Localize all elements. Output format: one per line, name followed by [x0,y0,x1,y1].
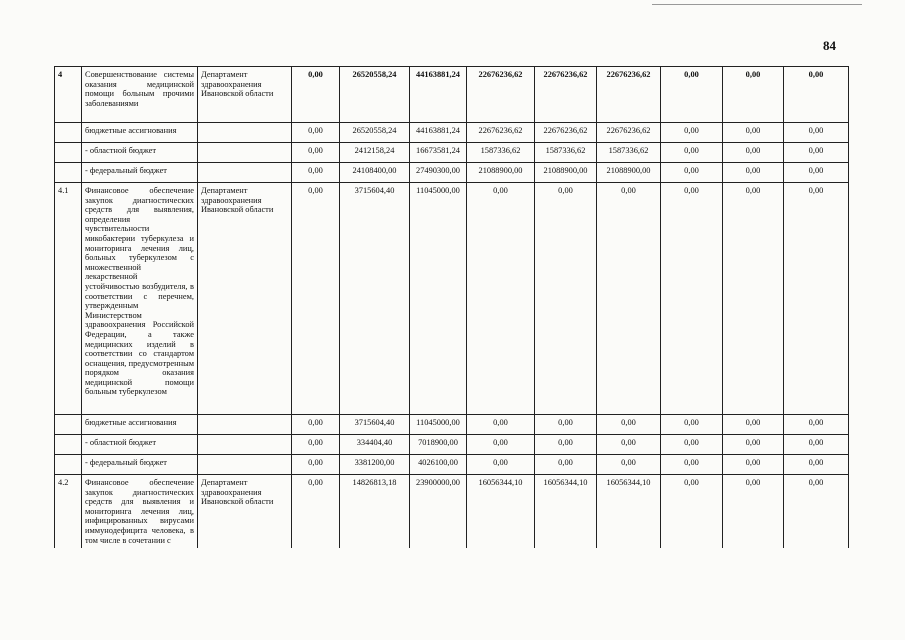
amount-cell: 16056344,10 [597,475,661,549]
amount-cell: 1587336,62 [467,143,535,163]
amount-cell: 0,00 [661,183,723,415]
amount-cell: 4026100,00 [410,455,467,475]
amount-cell: 0,00 [535,435,597,455]
amount-cell: 0,00 [661,435,723,455]
amount-cell: 11045000,00 [410,415,467,435]
amount-cell: 3715604,40 [340,183,410,415]
row-name-cell: Финансовое обеспечение закупок диагностических средств для выявления и мониторинга лечения лиц, инфицированных вирусами иммунодефицита человека, в том числе в сочетании с [82,475,198,549]
amount-cell: 0,00 [784,67,849,123]
amount-cell: 0,00 [597,455,661,475]
amount-cell: 21088900,00 [535,163,597,183]
amount-cell: 0,00 [661,415,723,435]
department-cell [198,123,292,143]
amount-cell: 14826813,18 [340,475,410,549]
row-name-cell: - областной бюджет [82,435,198,455]
amount-cell: 0,00 [661,143,723,163]
amount-cell: 0,00 [535,183,597,415]
amount-cell: 0,00 [723,123,784,143]
row-number-cell: 4.2 [55,475,82,549]
amount-cell: 22676236,62 [535,67,597,123]
amount-cell: 0,00 [784,435,849,455]
amount-cell: 22676236,62 [535,123,597,143]
top-rule [652,4,862,5]
table-row [55,415,849,435]
amount-cell: 21088900,00 [597,163,661,183]
row-name-cell: Финансовое обеспечение закупок диагностических средств для выявления, определения чувствительности микобактерии туберкулеза и мониторинга лечения лиц, больных туберкулезом с множественной лекарственной устойчивостью возбудителя, в соответствии с перечнем, утвержденным Министерством здравоохранения Российской Федерации, а также медицинских изделий в соответствии со стандартом оснащения, предусмотренным порядком оказания медицинской помощи больным туберкулезом [82,183,198,415]
amount-cell: 0,00 [723,455,784,475]
amount-cell: 0,00 [292,183,340,415]
amount-cell: 0,00 [723,183,784,415]
amount-cell: 26520558,24 [340,123,410,143]
amount-cell: 0,00 [292,163,340,183]
table-row [55,163,849,183]
table-row [55,143,849,163]
department-cell [198,415,292,435]
amount-cell: 0,00 [661,123,723,143]
amount-cell: 11045000,00 [410,183,467,415]
amount-cell: 0,00 [292,475,340,549]
amount-cell: 0,00 [784,123,849,143]
amount-cell: 27490300,00 [410,163,467,183]
department-cell [198,143,292,163]
amount-cell: 0,00 [784,415,849,435]
amount-cell: 0,00 [723,163,784,183]
table-row [55,183,849,415]
row-name-cell: Совершенствование системы оказания медицинской помощи больным прочими заболеваниями [82,67,198,123]
department-cell [198,163,292,183]
table-row [55,475,849,549]
amount-cell: 0,00 [292,123,340,143]
amount-cell: 0,00 [784,475,849,549]
amount-cell: 0,00 [535,415,597,435]
amount-cell: 0,00 [723,143,784,163]
row-number-cell [55,455,82,475]
amount-cell: 2412158,24 [340,143,410,163]
amount-cell: 0,00 [292,415,340,435]
amount-cell: 0,00 [292,435,340,455]
amount-cell: 22676236,62 [467,123,535,143]
department-cell: Департамент здравоохранения Ивановской области [198,67,292,123]
table-row [55,67,849,123]
amount-cell: 0,00 [467,435,535,455]
amount-cell: 0,00 [723,415,784,435]
amount-cell: 0,00 [467,415,535,435]
table-row [55,123,849,143]
amount-cell: 0,00 [784,183,849,415]
amount-cell: 3715604,40 [340,415,410,435]
amount-cell: 334404,40 [340,435,410,455]
amount-cell: 0,00 [292,455,340,475]
amount-cell: 23900000,00 [410,475,467,549]
amount-cell: 0,00 [723,435,784,455]
table-body [55,67,849,549]
table-row [55,435,849,455]
amount-cell: 0,00 [661,163,723,183]
amount-cell: 26520558,24 [340,67,410,123]
amount-cell: 0,00 [723,67,784,123]
amount-cell: 0,00 [661,475,723,549]
amount-cell: 16056344,10 [467,475,535,549]
row-number-cell [55,415,82,435]
amount-cell: 21088900,00 [467,163,535,183]
amount-cell: 3381200,00 [340,455,410,475]
amount-cell: 0,00 [723,475,784,549]
row-number-cell [55,163,82,183]
row-number-cell [55,143,82,163]
row-name-cell: - федеральный бюджет [82,455,198,475]
amount-cell: 16673581,24 [410,143,467,163]
amount-cell: 44163881,24 [410,67,467,123]
amount-cell: 0,00 [784,455,849,475]
department-cell [198,435,292,455]
amount-cell: 0,00 [661,67,723,123]
amount-cell: 0,00 [784,143,849,163]
amount-cell: 0,00 [784,163,849,183]
row-name-cell: - областной бюджет [82,143,198,163]
department-cell: Департамент здравоохранения Ивановской области [198,475,292,549]
row-number-cell: 4 [55,67,82,123]
row-number-cell: 4.1 [55,183,82,415]
budget-table [54,66,849,548]
amount-cell: 1587336,62 [597,143,661,163]
amount-cell: 1587336,62 [535,143,597,163]
amount-cell: 22676236,62 [597,67,661,123]
amount-cell: 0,00 [292,143,340,163]
amount-cell: 0,00 [597,183,661,415]
table-row [55,455,849,475]
row-name-cell: бюджетные ассигнования [82,415,198,435]
page-number: 84 [823,38,836,53]
department-cell [198,455,292,475]
amount-cell: 24108400,00 [340,163,410,183]
amount-cell: 16056344,10 [535,475,597,549]
row-name-cell: - федеральный бюджет [82,163,198,183]
row-name-cell: бюджетные ассигнования [82,123,198,143]
amount-cell: 22676236,62 [467,67,535,123]
row-number-cell [55,435,82,455]
amount-cell: 0,00 [597,435,661,455]
amount-cell: 7018900,00 [410,435,467,455]
department-cell: Департамент здравоохранения Ивановской области [198,183,292,415]
amount-cell: 0,00 [467,455,535,475]
amount-cell: 0,00 [292,67,340,123]
amount-cell: 0,00 [597,415,661,435]
amount-cell: 0,00 [535,455,597,475]
amount-cell: 0,00 [467,183,535,415]
amount-cell: 22676236,62 [597,123,661,143]
amount-cell: 44163881,24 [410,123,467,143]
amount-cell: 0,00 [661,455,723,475]
row-number-cell [55,123,82,143]
